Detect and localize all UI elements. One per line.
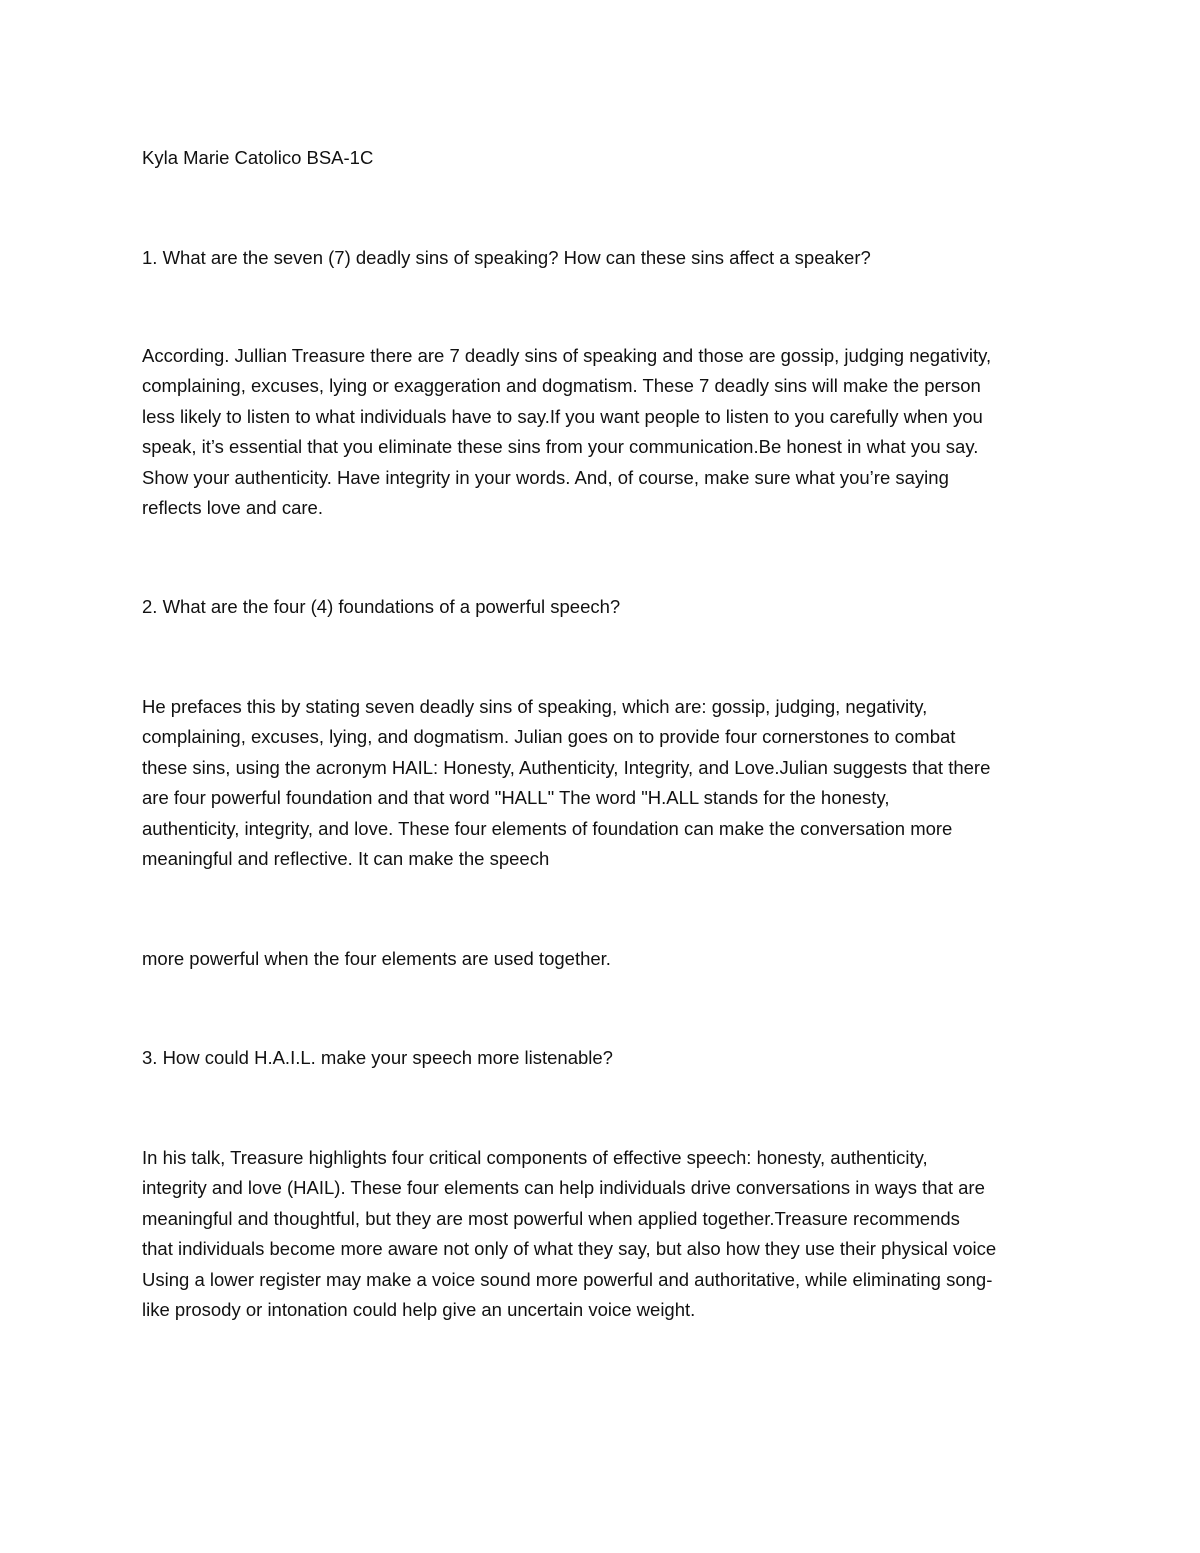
- answer-2-line: complaining, excuses, lying, and dogmatism. Julian goes on to provide four cornerstones to combat: [142, 726, 956, 748]
- answer-3-line: meaningful and thoughtful, but they are most powerful when applied together.Treasure recommends: [142, 1207, 960, 1229]
- answer-1-line: Show your authenticity. Have integrity in your words. And, of course, make sure what you’re saying: [142, 466, 949, 488]
- author-name-class: Kyla Marie Catolico BSA-1C: [142, 147, 374, 168]
- answer-3: [142, 1143, 1062, 1325]
- answer-3-line: integrity and love (HAIL). These four elements can help individuals drive conversations in ways that are: [142, 1177, 985, 1199]
- answer-2-line: these sins, using the acronym HAIL: Honesty, Authenticity, Integrity, and Love.Julian suggests that there: [142, 756, 991, 778]
- answer-1-line: reflects love and care.: [142, 497, 323, 519]
- question-2: [142, 592, 1062, 622]
- answer-1-line: complaining, excuses, lying or exaggeration and dogmatism. These 7 deadly sins will make the person: [142, 375, 981, 397]
- question-3: [142, 1043, 1062, 1073]
- answer-3-line: like prosody or intonation could help give an uncertain voice weight.: [142, 1299, 696, 1321]
- answer-2-continuation-text: more powerful when the four elements are used together.: [142, 948, 611, 969]
- answer-2-line: authenticity, integrity, and love. These four elements of foundation can make the conversation more: [142, 817, 953, 839]
- answer-3-line: that individuals become more aware not only of what they say, but also how they use their physical voice: [142, 1238, 997, 1260]
- answer-2-continuation: [142, 944, 1062, 974]
- answer-1-line: less likely to listen to what individuals have to say.If you want people to listen to you carefully when you: [142, 405, 983, 427]
- answer-1: [142, 341, 1062, 523]
- question-1-text: 1. What are the seven (7) deadly sins of speaking? How can these sins affect a speaker?: [142, 247, 871, 268]
- answer-2-line: He prefaces this by stating seven deadly sins of speaking, which are: gossip, judging, negativity,: [142, 696, 928, 717]
- question-2-text: 2. What are the four (4) foundations of a powerful speech?: [142, 596, 621, 617]
- author-line: [142, 143, 1062, 173]
- answer-3-line: In his talk, Treasure highlights four critical components of effective speech: honesty, authenticity,: [142, 1147, 928, 1168]
- answer-2-line: meaningful and reflective. It can make the speech: [142, 848, 550, 870]
- answer-3-line: Using a lower register may make a voice sound more powerful and authoritative, while eliminating song-: [142, 1268, 993, 1290]
- question-3-text: 3. How could H.A.I.L. make your speech more listenable?: [142, 1047, 613, 1068]
- answer-2: [142, 692, 1062, 874]
- answer-1-line: speak, it’s essential that you eliminate these sins from your communication.Be honest in what you say.: [142, 436, 979, 458]
- question-1: [142, 243, 1062, 273]
- answer-2-line: are four powerful foundation and that word "HALL" The word "H.ALL stands for the honesty,: [142, 787, 890, 809]
- answer-1-line: According. Jullian Treasure there are 7 deadly sins of speaking and those are gossip, judging negativity,: [142, 345, 992, 366]
